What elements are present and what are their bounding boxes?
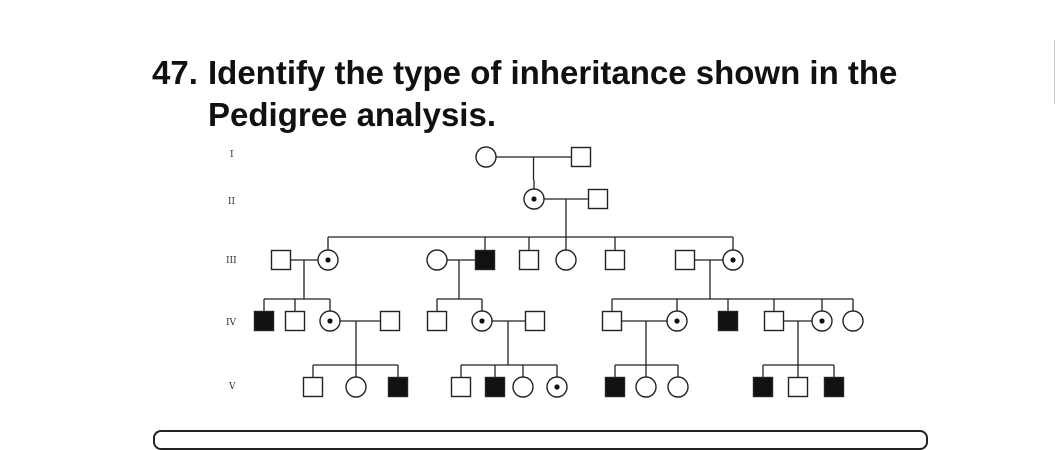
gen-V-5-male-affected-square: [486, 378, 505, 397]
gen-IV-2-male-unaffected-square: [286, 312, 305, 331]
gen-V-1-male-unaffected-square: [304, 378, 323, 397]
gen-IV-13-female-unaffected-circle: [843, 311, 863, 331]
gen-V-9-female-unaffected-circle: [636, 377, 656, 397]
gen-I-2-male-unaffected-square: [572, 148, 591, 167]
gen-V-8-male-affected-square: [606, 378, 625, 397]
gen-label-IV: IV: [226, 318, 237, 328]
answer-box[interactable]: [153, 430, 928, 450]
gen-III-9-female-carrier-carrier-dot: [730, 257, 735, 262]
question-text: Identify the type of inheritance shown in the Pedigree analysis.: [208, 54, 898, 133]
question-number: 47.: [152, 54, 198, 91]
gen-label-II: II: [228, 197, 236, 207]
gen-IV-3-female-carrier-carrier-dot: [327, 318, 332, 323]
gen-IV-12-female-carrier-carrier-dot: [819, 318, 824, 323]
gen-label-I: I: [230, 150, 234, 160]
gen-V-10-female-unaffected-circle: [668, 377, 688, 397]
gen-V-3-male-affected-square: [389, 378, 408, 397]
gen-IV-8-male-unaffected-square: [603, 312, 622, 331]
gen-II-2-male-unaffected-square: [589, 190, 608, 209]
gen-V-7-female-carrier-carrier-dot: [554, 384, 559, 389]
pedigree-symbols: [255, 147, 864, 397]
gen-III-8-male-unaffected-square: [676, 251, 695, 270]
gen-IV-1-male-affected-square: [255, 312, 274, 331]
gen-IV-10-male-affected-square: [719, 312, 738, 331]
gen-V-6-female-unaffected-circle: [513, 377, 533, 397]
gen-V-11-male-affected-square: [754, 378, 773, 397]
gen-III-6-female-unaffected-circle: [556, 250, 576, 270]
generation-labels: [226, 150, 237, 392]
gen-IV-9-female-carrier-carrier-dot: [674, 318, 679, 323]
gen-V-4-male-unaffected-square: [452, 378, 471, 397]
gen-V-13-male-affected-square: [825, 378, 844, 397]
gen-III-4-male-affected-square: [476, 251, 495, 270]
gen-III-1-male-unaffected-square: [272, 251, 291, 270]
gen-II-1-female-carrier-carrier-dot: [531, 196, 536, 201]
gen-IV-7-male-unaffected-square: [526, 312, 545, 331]
gen-IV-11-male-unaffected-square: [765, 312, 784, 331]
gen-III-7-male-unaffected-square: [606, 251, 625, 270]
gen-label-V: V: [229, 382, 236, 392]
gen-IV-5-male-unaffected-square: [428, 312, 447, 331]
gen-V-2-female-unaffected-circle: [346, 377, 366, 397]
gen-III-3-female-unaffected-circle: [427, 250, 447, 270]
gen-IV-4-male-unaffected-square: [381, 312, 400, 331]
gen-label-III: III: [226, 256, 237, 266]
gen-III-2-female-carrier-carrier-dot: [325, 257, 330, 262]
gen-IV-6-female-carrier-carrier-dot: [479, 318, 484, 323]
gen-I-1-female-unaffected-circle: [476, 147, 496, 167]
gen-V-12-male-unaffected-square: [789, 378, 808, 397]
gen-III-5-male-unaffected-square: [520, 251, 539, 270]
